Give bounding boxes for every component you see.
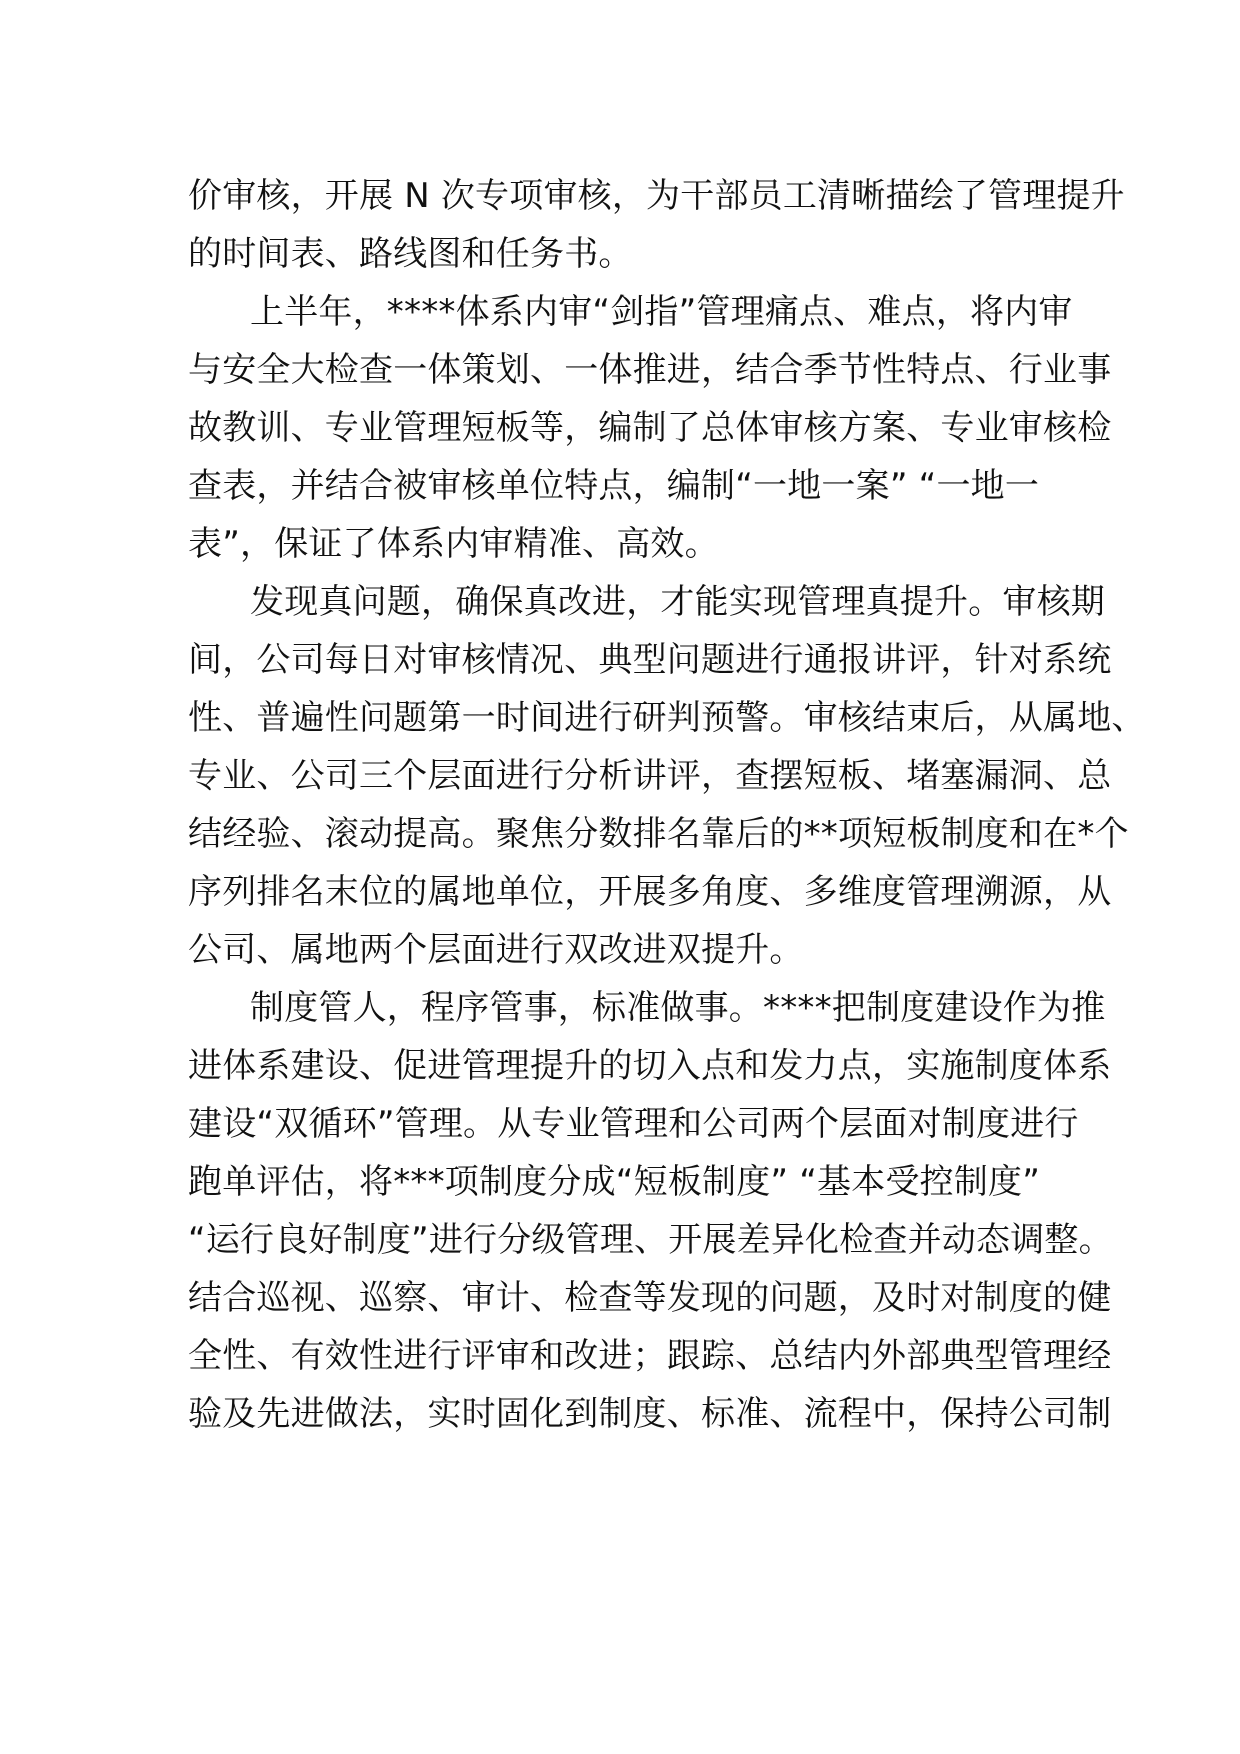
text-line: 专业、公司三个层面进行分析讲评，查摆短板、堵塞漏洞、总 xyxy=(188,756,1112,796)
text-line: 跑单评估，将***项制度分成“短板制度” “基本受控制度” xyxy=(188,1162,1041,1202)
text-line: 价审核，开展 N 次专项审核，为干部员工清晰描绘了管理提升 xyxy=(188,176,1125,216)
paragraph-start-line: 发现真问题，确保真改进，才能实现管理真提升。审核期 xyxy=(250,582,1105,622)
paragraph-start-line: 制度管人，程序管事，标准做事。****把制度建设作为推 xyxy=(250,988,1106,1028)
text-line: 序列排名末位的属地单位，开展多角度、多维度管理溯源，从 xyxy=(188,872,1112,912)
text-line: 故教训、专业管理短板等，编制了总体审核方案、专业审核检 xyxy=(188,408,1112,448)
text-line: 查表，并结合被审核单位特点，编制“一地一案” “一地一 xyxy=(188,466,1040,506)
text-line: 与安全大检查一体策划、一体推进，结合季节性特点、行业事 xyxy=(188,350,1112,390)
text-line: 进体系建设、促进管理提升的切入点和发力点，实施制度体系 xyxy=(188,1046,1112,1086)
text-line: 验及先进做法，实时固化到制度、标准、流程中，保持公司制 xyxy=(188,1394,1112,1434)
text-line: 性、普遍性问题第一时间进行研判预警。审核结束后，从属地、 xyxy=(188,698,1146,738)
text-line: 间，公司每日对审核情况、典型问题进行通报讲评，针对系统 xyxy=(188,640,1112,680)
paragraph-start-line: 上半年，****体系内审“剑指”管理痛点、难点，将内审 xyxy=(250,292,1073,332)
text-line: 的时间表、路线图和任务书。 xyxy=(188,234,633,274)
text-line: 表”，保证了体系内审精准、高效。 xyxy=(188,524,719,564)
text-line: “运行良好制度”进行分级管理、开展差异化检查并动态调整。 xyxy=(188,1220,1113,1260)
text-line: 公司、属地两个层面进行双改进双提升。 xyxy=(188,930,804,970)
text-line: 全性、有效性进行评审和改进；跟踪、总结内外部典型管理经 xyxy=(188,1336,1112,1376)
text-line: 结合巡视、巡察、审计、检查等发现的问题，及时对制度的健 xyxy=(188,1278,1112,1318)
text-line: 建设“双循环”管理。从专业管理和公司两个层面对制度进行 xyxy=(188,1104,1079,1144)
text-line: 结经验、滚动提高。聚焦分数排名靠后的**项短板制度和在*个 xyxy=(188,814,1129,854)
